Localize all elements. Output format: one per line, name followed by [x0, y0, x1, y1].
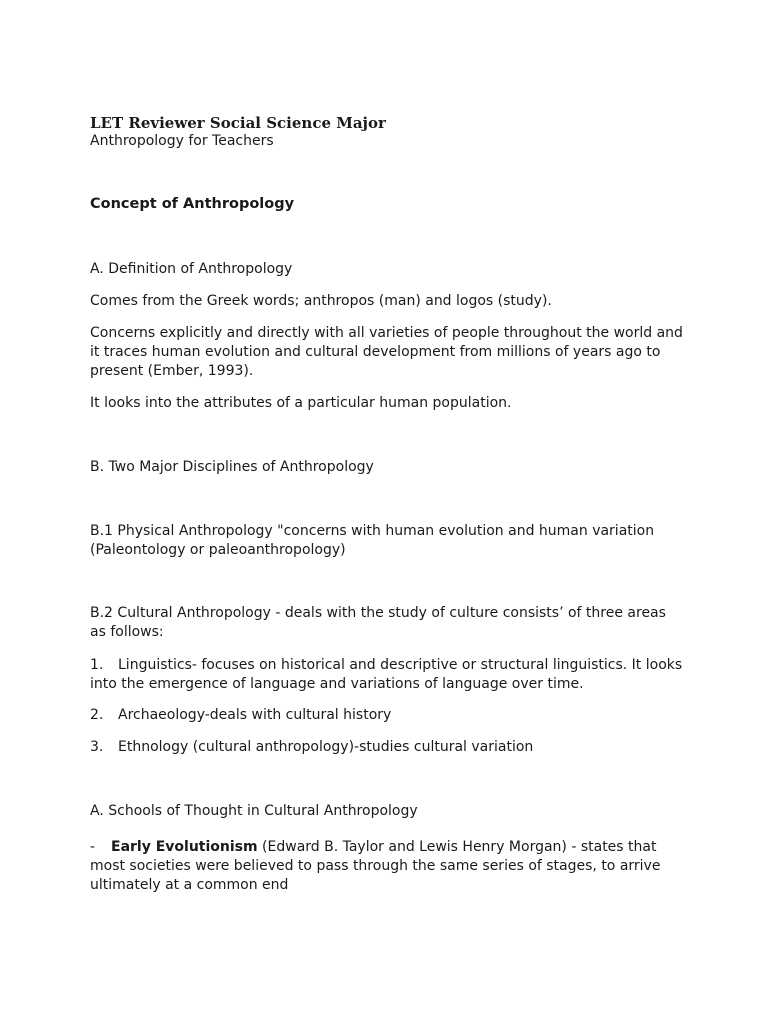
- bullet-text-line: ultimately at a common end: [90, 877, 289, 893]
- bullet-text-line: most societies were believed to pass through the same series of stages, to arrive: [90, 858, 661, 874]
- paragraph-line: it traces human evolution and cultural development from millions of years ago to: [90, 344, 661, 360]
- paragraph-line: present (Ember, 1993).: [90, 363, 254, 379]
- list-item-archaeology: [90, 706, 690, 725]
- list-item-text: into the emergence of language and variations of language over time.: [90, 676, 584, 692]
- document-title: LET Reviewer Social Science Major: [90, 114, 386, 132]
- list-item-linguistics: [90, 656, 690, 694]
- schools-heading: A. Schools of Thought in Cultural Anthropology: [90, 803, 418, 819]
- list-number: 1.: [90, 657, 104, 673]
- paragraph-line: B.2 Cultural Anthropology - deals with the study of culture consists’ of three areas: [90, 605, 666, 621]
- bullet-term: Early Evolutionism: [111, 839, 258, 855]
- list-item-text: Ethnology (cultural anthropology)-studies cultural variation: [118, 739, 534, 755]
- bullet-marker: -: [90, 839, 96, 855]
- document-subtitle: Anthropology for Teachers: [90, 133, 274, 149]
- disciplines-heading: B. Two Major Disciplines of Anthropology: [90, 459, 374, 475]
- list-item-text: Archaeology-deals with cultural history: [118, 707, 392, 723]
- definition-paragraph-3: It looks into the attributes of a particular human population.: [90, 395, 512, 411]
- definition-paragraph-1: Comes from the Greek words; anthropos (man) and logos (study).: [90, 293, 552, 309]
- bullet-text: (Edward B. Taylor and Lewis Henry Morgan) - states that: [257, 839, 657, 855]
- list-item-ethnology: [90, 738, 690, 757]
- list-item-text: Linguistics- focuses on historical and descriptive or structural linguistics. It looks: [118, 657, 683, 673]
- paragraph-line: B.1 Physical Anthropology "concerns with human evolution and human variation: [90, 523, 655, 539]
- paragraph-line: as follows:: [90, 624, 164, 640]
- bullet-early-evolutionism: [90, 838, 690, 895]
- paragraph-line: (Paleontology or paleoanthropology): [90, 542, 346, 558]
- paragraph-line: Concerns explicitly and directly with all varieties of people throughout the world and: [90, 325, 683, 341]
- definition-heading: A. Definition of Anthropology: [90, 261, 293, 277]
- physical-anthropology-paragraph: [90, 522, 690, 560]
- cultural-anthropology-paragraph: [90, 604, 690, 642]
- section-heading: Concept of Anthropology: [90, 196, 295, 212]
- list-number: 3.: [90, 739, 104, 755]
- list-number: 2.: [90, 707, 104, 723]
- definition-paragraph-2: [90, 324, 690, 381]
